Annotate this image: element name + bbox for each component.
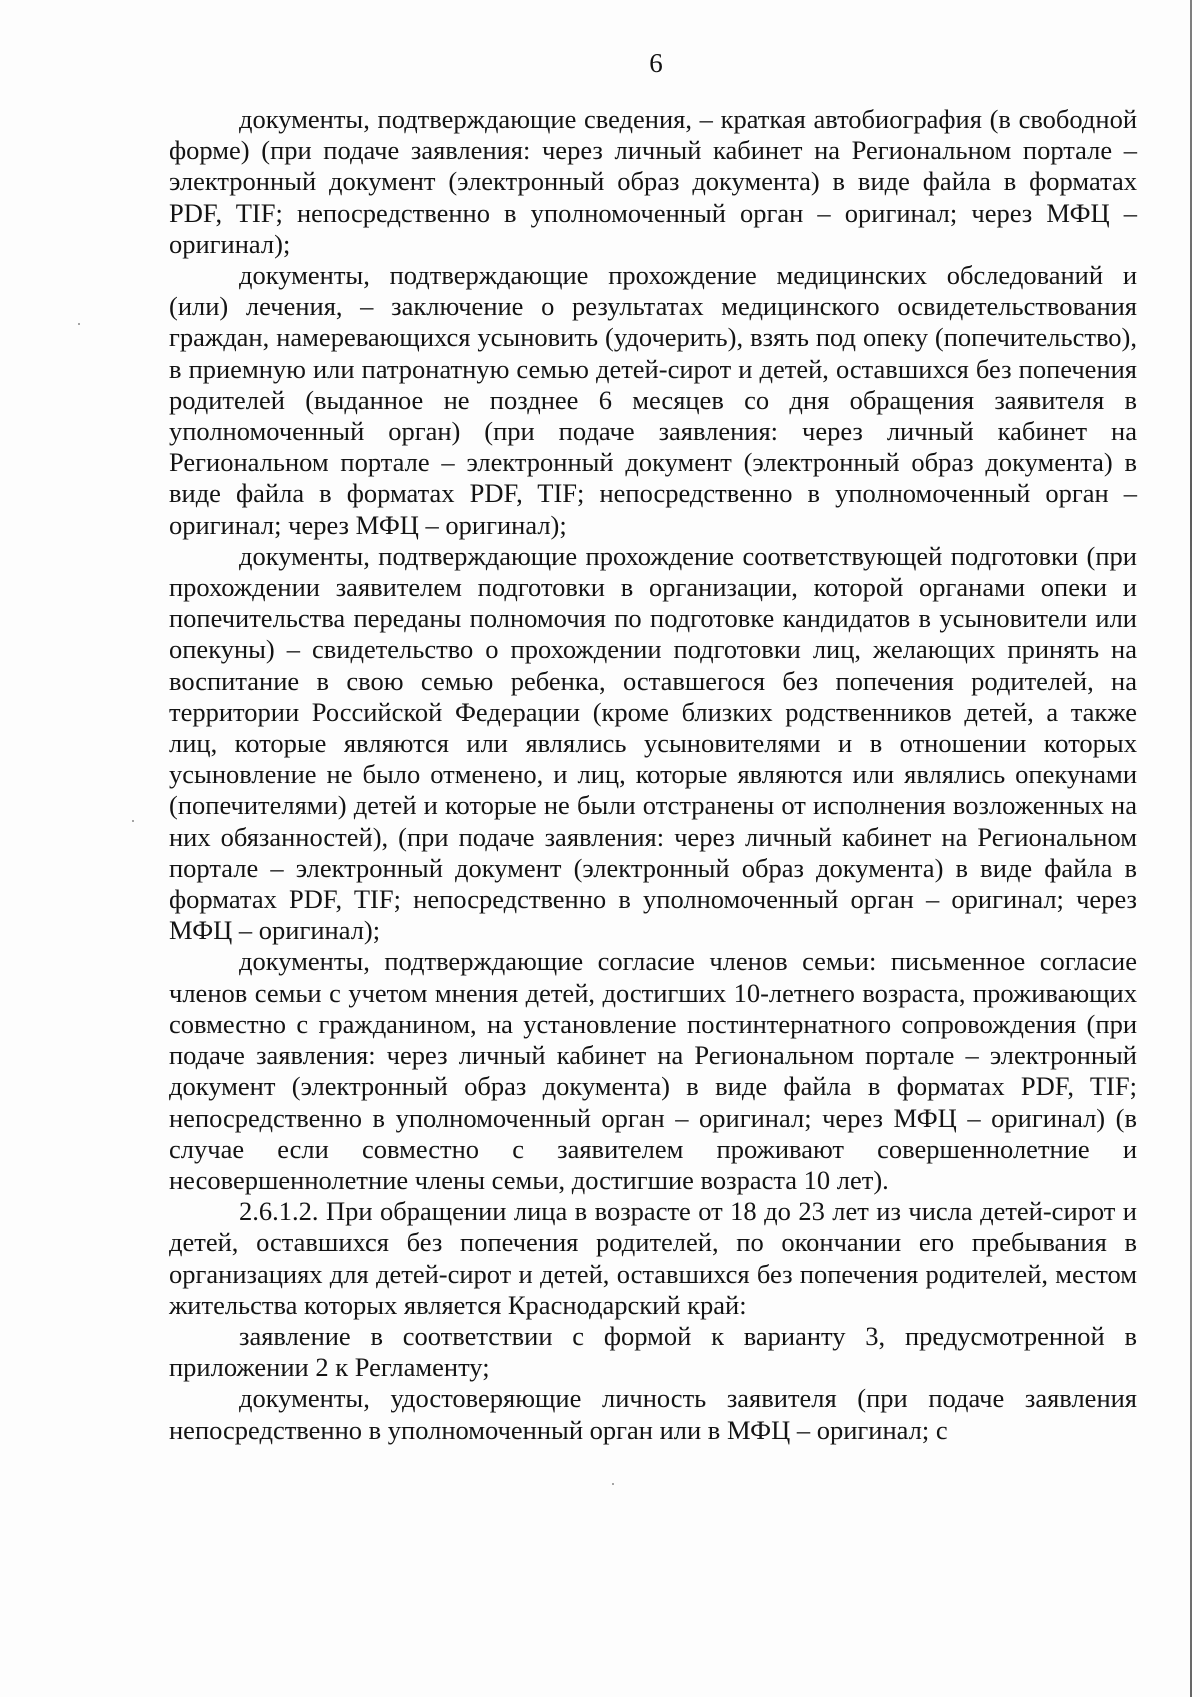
scan-edge-line	[1190, 0, 1192, 1697]
scan-speck	[612, 1483, 614, 1485]
paragraph-training-certificate: документы, подтверждающие прохождение соответствующей подготовки (при прохождении заявителем подготовки в организации, которой органами опеки и попечительства переданы полномочия по подготовке кандидатов в усыновители или опекуны) – свидетельство о прохождении подготовки лиц, желающих принять на воспитание в свою семью ребенка, оставшегося без попечения родителей, на территории Российской Федерации (кроме близких родственников детей, а также лиц, которые являются или являлись усыновителями и в отношении которых усыновление не было отменено, и лиц, которые являются или являлись опекунами (попечителями) детей и которые не были отстранены от исполнения возложенных на них обязанностей), (при подаче заявления: через личный кабинет на Региональном портале – электронный документ (электронный образ документа) в виде файла в форматах PDF, TIF; непосредственно в уполномоченный орган – оригинал; через МФЦ – оригинал);	[169, 540, 1137, 946]
document-body	[169, 104, 1137, 1446]
paragraph-application-form: заявление в соответствии с формой к варианту 3, предусмотренной в приложении 2 к Регламенту;	[169, 1320, 1137, 1383]
scan-speck	[132, 820, 134, 822]
paragraph-family-consent: документы, подтверждающие согласие членов семьи: письменное согласие членов семьи с учетом мнения детей, достигших 10-летнего возраста, проживающих совместно с гражданином, на установление постинтернатного сопровождения (при подаче заявления: через личный кабинет на Региональном портале – электронный документ (электронный образ документа) в виде файла в форматах PDF, TIF; непосредственно в уполномоченный орган – оригинал; через МФЦ – оригинал) (в случае если совместно с заявителем проживают совершеннолетние и несовершеннолетние члены семьи, достигшие возраста 10 лет).	[169, 946, 1137, 1195]
paragraph-autobiography: документы, подтверждающие сведения, – краткая автобиография (в свободной форме) (при подаче заявления: через личный кабинет на Региональном портале – электронный документ (электронный образ документа) в виде файла в форматах PDF, TIF; непосредственно в уполномоченный орган – оригинал; через МФЦ – оригинал);	[169, 104, 1137, 259]
paragraph-medical-examination: документы, подтверждающие прохождение медицинских обследований и (или) лечения, – заключение о результатах медицинского освидетельствования граждан, намеревающихся усыновить (удочерить), взять под опеку (попечительство), в приемную или патронатную семью детей-сирот и детей, оставшихся без попечения родителей (выданное не позднее 6 месяцев со дня обращения заявителя в уполномоченный орган) (при подаче заявления: через личный кабинет на Региональном портале – электронный документ (электронный образ документа) в виде файла в форматах PDF, TIF; непосредственно в уполномоченный орган – оригинал; через МФЦ – оригинал);	[169, 260, 1137, 540]
paragraph-identity-documents: документы, удостоверяющие личность заявителя (при подаче заявления непосредственно в уполномоченный орган или в МФЦ – оригинал; с	[169, 1383, 1137, 1445]
paragraph-section-2-6-1-2: 2.6.1.2. При обращении лица в возрасте от 18 до 23 лет из числа детей-сирот и детей, оставшихся без попечения родителей, по окончании его пребывания в организациях для детей-сирот и детей, оставшихся без попечения родителей, местом жительства которых является Краснодарский край:	[169, 1196, 1137, 1320]
page-number: 6	[649, 48, 663, 78]
scan-speck	[78, 323, 80, 325]
